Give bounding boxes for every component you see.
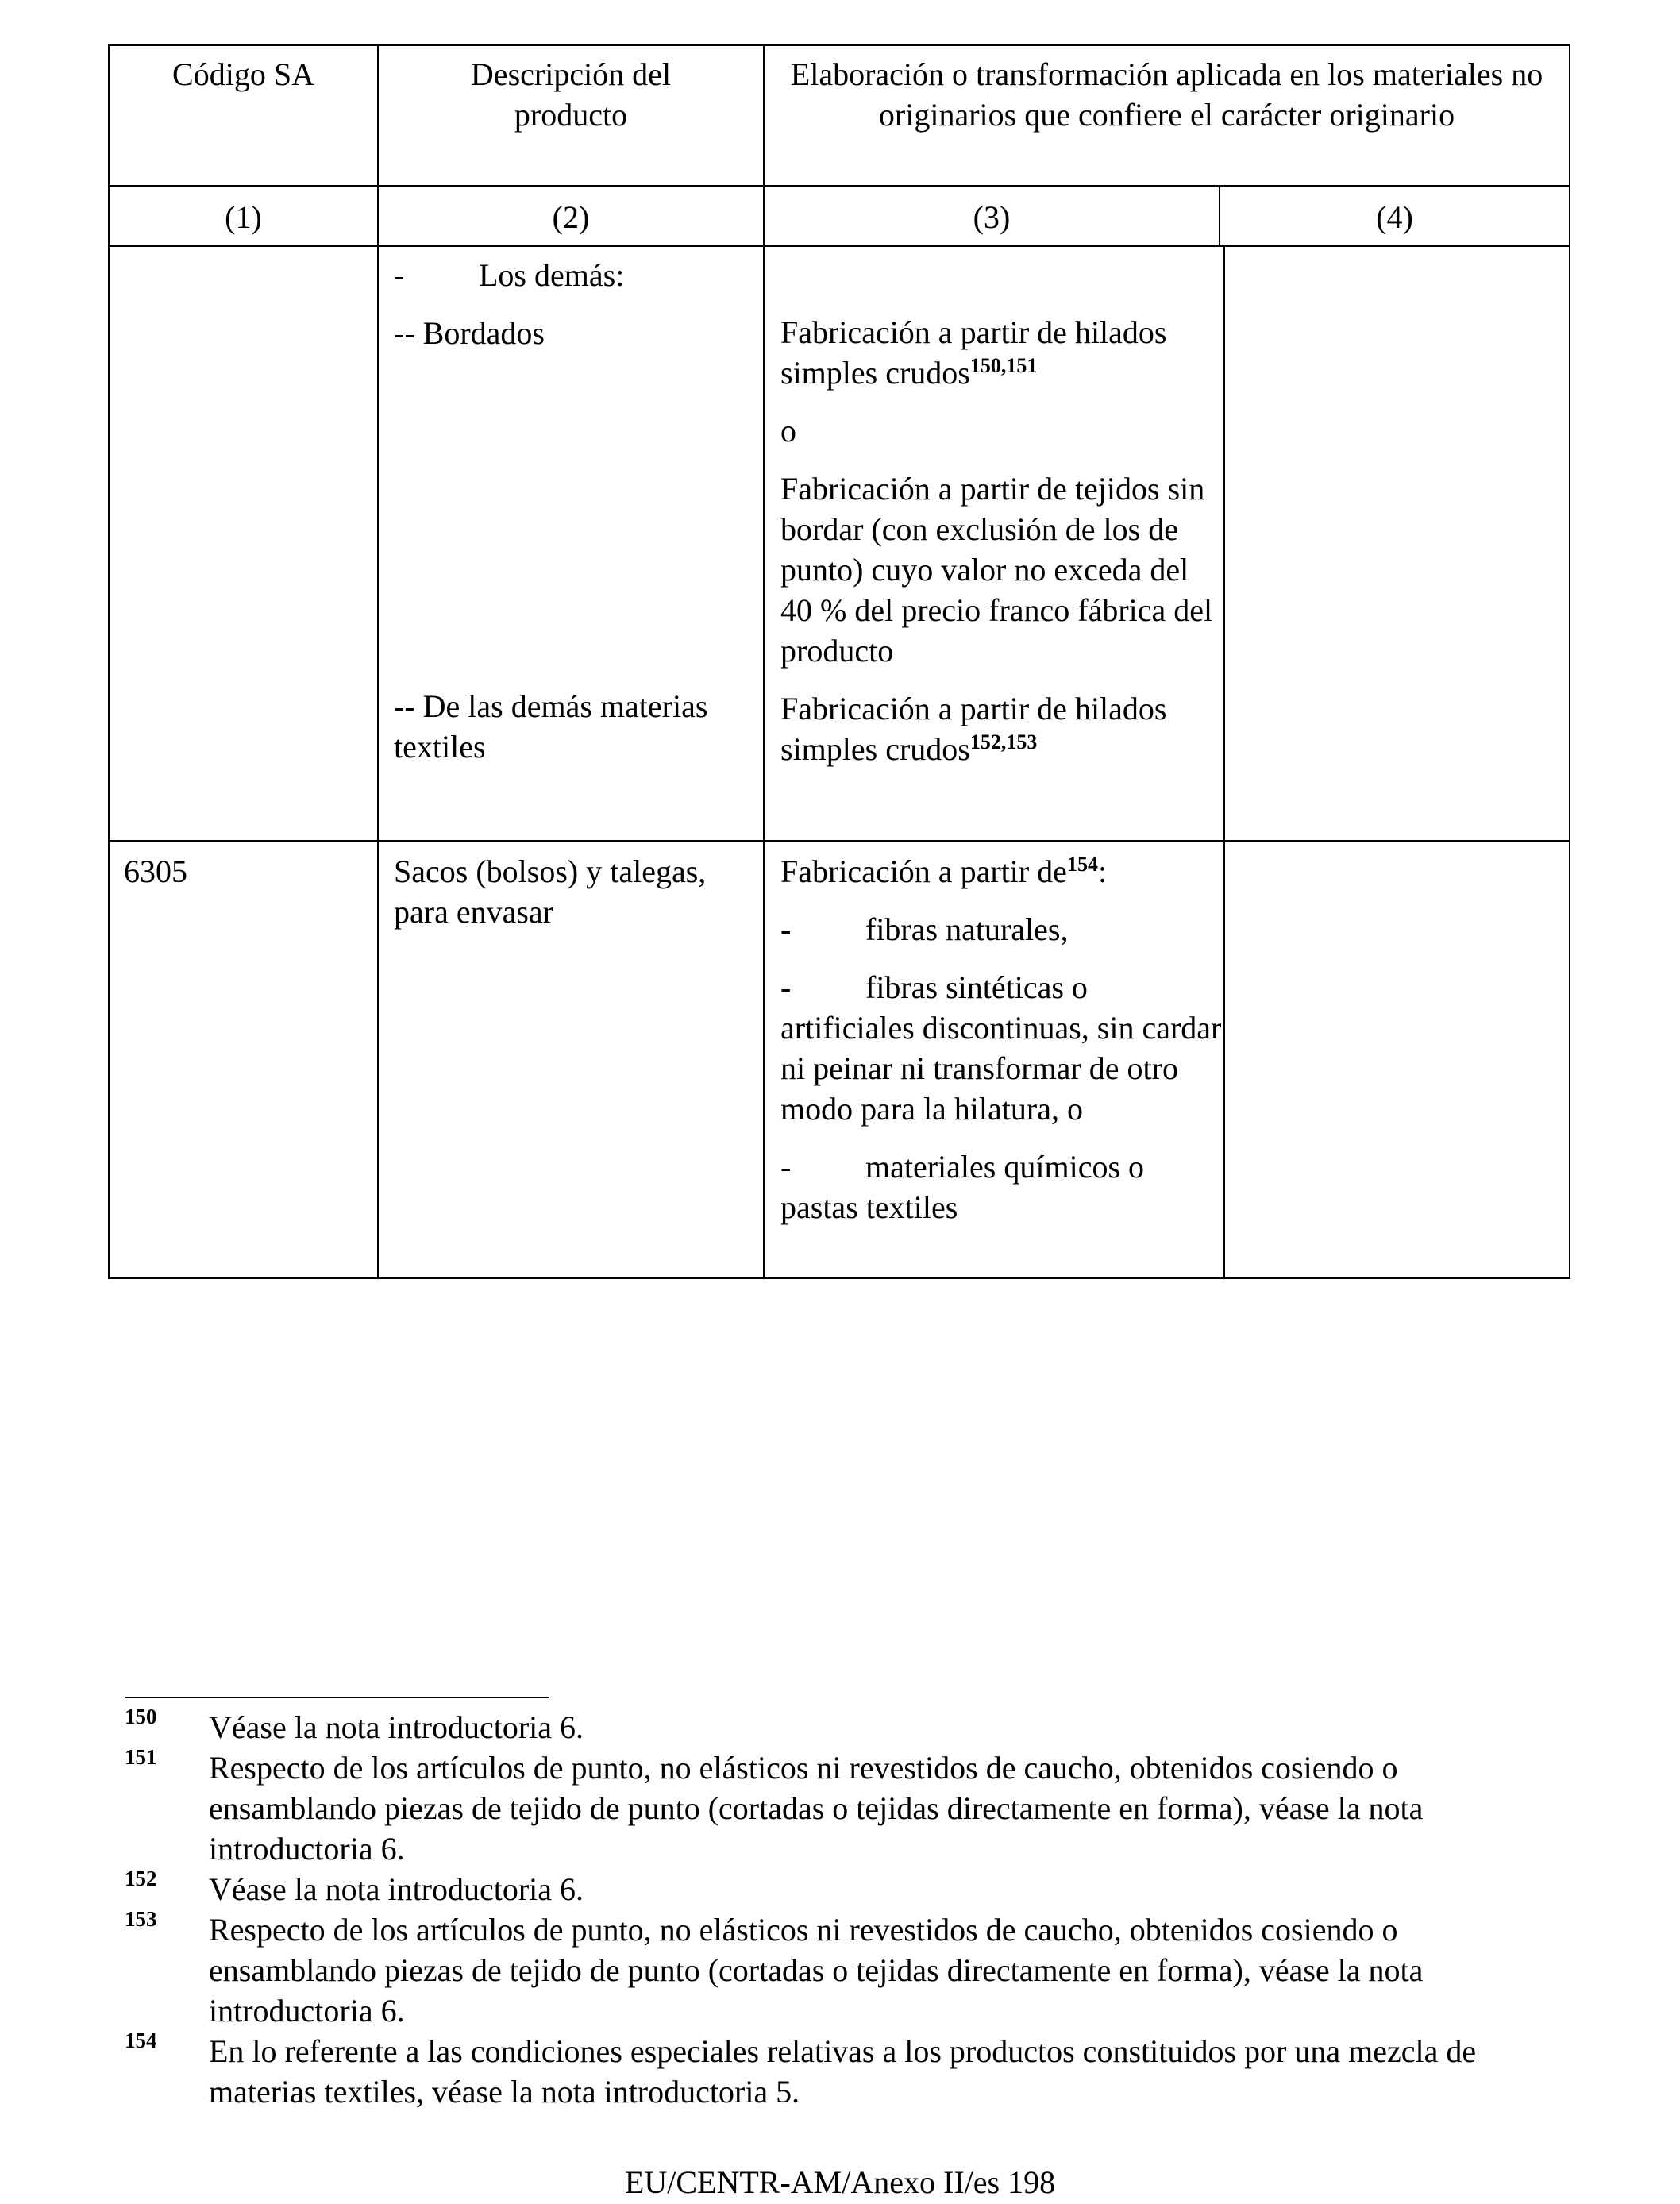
footnote-text: En lo referente a las condiciones especiales relativas a los productos constituidos por una mezcla de materias textiles, véase la nota introductoria 5. bbox=[209, 2033, 1477, 2110]
footnote-text: Respecto de los artículos de punto, no elásticos ni revestidos de caucho, obtenidos cosiendo o ensamblando piezas de tejido de punto (cortadas o tejidas directamente en forma), véase la nota introductoria 6. bbox=[209, 1750, 1424, 1867]
footnote-153 bbox=[125, 1909, 1554, 2031]
row2-rule-intro bbox=[780, 851, 1225, 892]
header-product-description bbox=[379, 54, 763, 135]
table-border-top bbox=[108, 44, 1570, 46]
row1-description bbox=[394, 255, 759, 767]
dash-marker: - bbox=[780, 1149, 792, 1185]
dash-marker: - bbox=[780, 969, 792, 1005]
footnote-text: Respecto de los artículos de punto, no elásticos ni revestidos de caucho, obtenidos cosiendo o ensamblando piezas de tejido de punto (cortadas o tejidas directamente en forma), véase la nota introductoria 6. bbox=[209, 1912, 1424, 2029]
row2-hs-code: 6305 bbox=[124, 853, 187, 889]
footnote-150 bbox=[125, 1707, 1554, 1747]
col-number-3: (3) bbox=[973, 199, 1011, 235]
page-footer: EU/CENTR-AM/Anexo II/es 198 bbox=[624, 2164, 1056, 2200]
row1-rule-or: o bbox=[780, 413, 796, 449]
header-hs-code bbox=[110, 54, 377, 94]
row2-item2-rest: artificiales discontinuas, sin cardar ni peinar ni transformar de otro modo para la hilatura, o bbox=[780, 1010, 1222, 1127]
row1-rule bbox=[780, 312, 1225, 769]
footnote-154 bbox=[125, 2031, 1554, 2112]
row2-rule-intro-colon: : bbox=[1097, 853, 1108, 889]
header-working-processing-text: Elaboración o transformación aplicada en los materiales no originarios que confiere el carácter originario bbox=[790, 56, 1543, 133]
row2-item-natural-fibres bbox=[780, 909, 1225, 950]
col-number-1: (1) bbox=[225, 199, 262, 235]
row1-rule-c bbox=[780, 688, 1225, 769]
row1-rule-a-text: Fabricación a partir de hilados simples crudos bbox=[780, 314, 1167, 391]
footnote-ref: 152,153 bbox=[969, 730, 1038, 753]
row2-item3-first: materiales químicos o bbox=[865, 1149, 1145, 1185]
table-border-right bbox=[1569, 44, 1570, 1279]
footnote-number: 150 bbox=[125, 1705, 157, 1728]
col-number-4: (4) bbox=[1376, 199, 1413, 235]
footnote-ref: 154 bbox=[1066, 853, 1098, 876]
header-product-description-text: Descripción del producto bbox=[470, 56, 672, 133]
header-hs-code-text: Código SA bbox=[172, 56, 314, 92]
table-numbers-divider bbox=[108, 245, 1570, 247]
row1-rule-a bbox=[780, 312, 1225, 393]
footnote-number: 153 bbox=[125, 1907, 157, 1931]
row2-rule-intro-text: Fabricación a partir de bbox=[780, 853, 1067, 889]
footnote-152 bbox=[125, 1869, 1554, 1909]
table-row-divider bbox=[108, 840, 1570, 842]
footnote-number: 152 bbox=[125, 1867, 157, 1890]
footnote-text: Véase la nota introductoria 6. bbox=[209, 1709, 584, 1745]
row2-description: Sacos (bolsos) y talegas, para envasar bbox=[394, 853, 707, 930]
row1-rule-c-text: Fabricación a partir de hilados simples crudos bbox=[780, 691, 1167, 767]
footnote-separator bbox=[125, 1697, 549, 1698]
dash-marker: - bbox=[394, 257, 405, 293]
footnote-ref: 150,151 bbox=[969, 354, 1038, 377]
row2-rule bbox=[780, 851, 1225, 1227]
row2-item-synthetic-fibres bbox=[780, 967, 1225, 1129]
dash-marker: - bbox=[780, 911, 792, 947]
row1-desc-title: Los demás: bbox=[479, 257, 625, 293]
col-number-2: (2) bbox=[552, 199, 590, 235]
footnote-number: 154 bbox=[125, 2029, 157, 2052]
row1-desc-other-textiles: -- De las demás materias textiles bbox=[394, 688, 708, 765]
footnotes bbox=[125, 1707, 1554, 2112]
footnote-151 bbox=[125, 1747, 1554, 1869]
row2-item2-first: fibras sintéticas o bbox=[865, 969, 1088, 1005]
row2-item3-rest: pastas textiles bbox=[780, 1189, 958, 1225]
header-working-processing bbox=[765, 54, 1569, 135]
row1-desc-embroidered: -- Bordados bbox=[394, 315, 545, 351]
footnote-text: Véase la nota introductoria 6. bbox=[209, 1871, 584, 1907]
row1-desc-heading bbox=[394, 255, 759, 295]
table-border-bottom bbox=[108, 1277, 1570, 1279]
footnote-number: 151 bbox=[125, 1745, 157, 1769]
table-header-divider bbox=[108, 185, 1570, 187]
row2-item1-text: fibras naturales, bbox=[865, 911, 1069, 947]
row2-item-chemical-materials bbox=[780, 1146, 1225, 1227]
row1-rule-b: Fabricación a partir de tejidos sin bordar (con exclusión de los de punto) cuyo valor no exceda del 40 % del precio franco fábrica del producto bbox=[780, 471, 1213, 669]
